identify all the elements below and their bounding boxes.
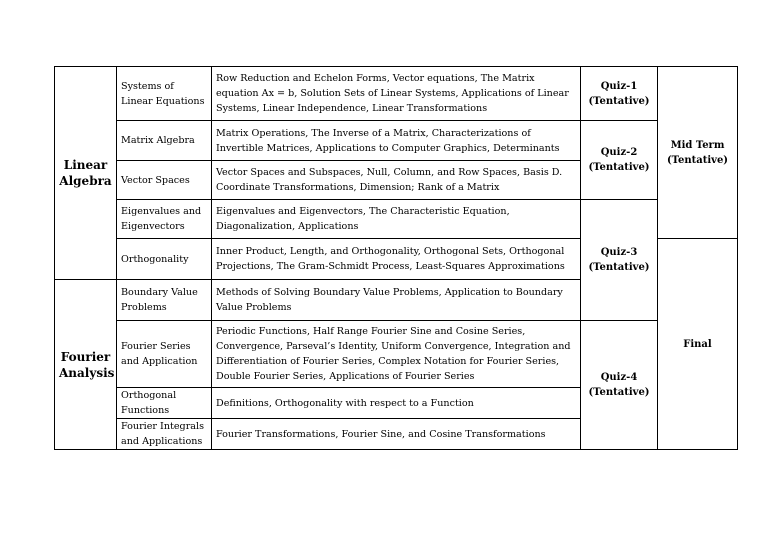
content-cell: Vector Spaces and Subspaces, Null, Column, and Row Spaces, Basis D. Coordinate Transformations, Dimension; Rank of a Matrix <box>212 161 581 200</box>
content-cell: Matrix Operations, The Inverse of a Matrix, Characterizations of Invertible Matrices, Applications to Computer Graphics, Determinants <box>212 121 581 161</box>
topic-cell: Fourier Series and Application <box>117 321 212 388</box>
content-cell: Methods of Solving Boundary Value Problems, Application to Boundary Value Problems <box>212 280 581 321</box>
quiz-3: Quiz-3 (Tentative) <box>581 200 658 321</box>
topic-cell: Matrix Algebra <box>117 121 212 161</box>
subject-linear-algebra: Linear Algebra <box>55 67 117 280</box>
topic-cell: Fourier Integrals and Applications <box>117 419 212 450</box>
table-row <box>55 67 738 121</box>
topic-cell: Systems of Linear Equations <box>117 67 212 121</box>
quiz-4: Quiz-4 (Tentative) <box>581 321 658 450</box>
table-row <box>55 121 738 161</box>
quiz-1: Quiz-1 (Tentative) <box>581 67 658 121</box>
content-cell: Definitions, Orthogonality with respect to a Function <box>212 388 581 419</box>
table-row <box>55 321 738 388</box>
final-exam: Final <box>658 239 738 450</box>
topic-cell: Orthogonal Functions <box>117 388 212 419</box>
content-cell: Periodic Functions, Half Range Fourier Sine and Cosine Series, Convergence, Parseval’s Identity, Uniform Convergence, Integration and Differentiation of Fourier Series, Complex Notation for Fourier Series, Double Fourier Series, Applications of Fourier Series <box>212 321 581 388</box>
topic-cell: Boundary Value Problems <box>117 280 212 321</box>
content-cell: Row Reduction and Echelon Forms, Vector equations, The Matrix equation Ax = b, Solution Sets of Linear Systems, Applications of Linear Systems, Linear Independence, Linear Transformations <box>212 67 581 121</box>
quiz-2: Quiz-2 (Tentative) <box>581 121 658 200</box>
topic-cell: Vector Spaces <box>117 161 212 200</box>
mid-term: Mid Term (Tentative) <box>658 67 738 239</box>
syllabus-table <box>54 66 738 450</box>
table-row <box>55 200 738 239</box>
subject-fourier-analysis: Fourier Analysis <box>55 280 117 450</box>
content-cell: Eigenvalues and Eigenvectors, The Characteristic Equation, Diagonalization, Applications <box>212 200 581 239</box>
topic-cell: Orthogonality <box>117 239 212 280</box>
content-cell: Fourier Transformations, Fourier Sine, and Cosine Transformations <box>212 419 581 450</box>
topic-cell: Eigenvalues and Eigenvectors <box>117 200 212 239</box>
content-cell: Inner Product, Length, and Orthogonality, Orthogonal Sets, Orthogonal Projections, The Gram-Schmidt Process, Least-Squares Approximations <box>212 239 581 280</box>
